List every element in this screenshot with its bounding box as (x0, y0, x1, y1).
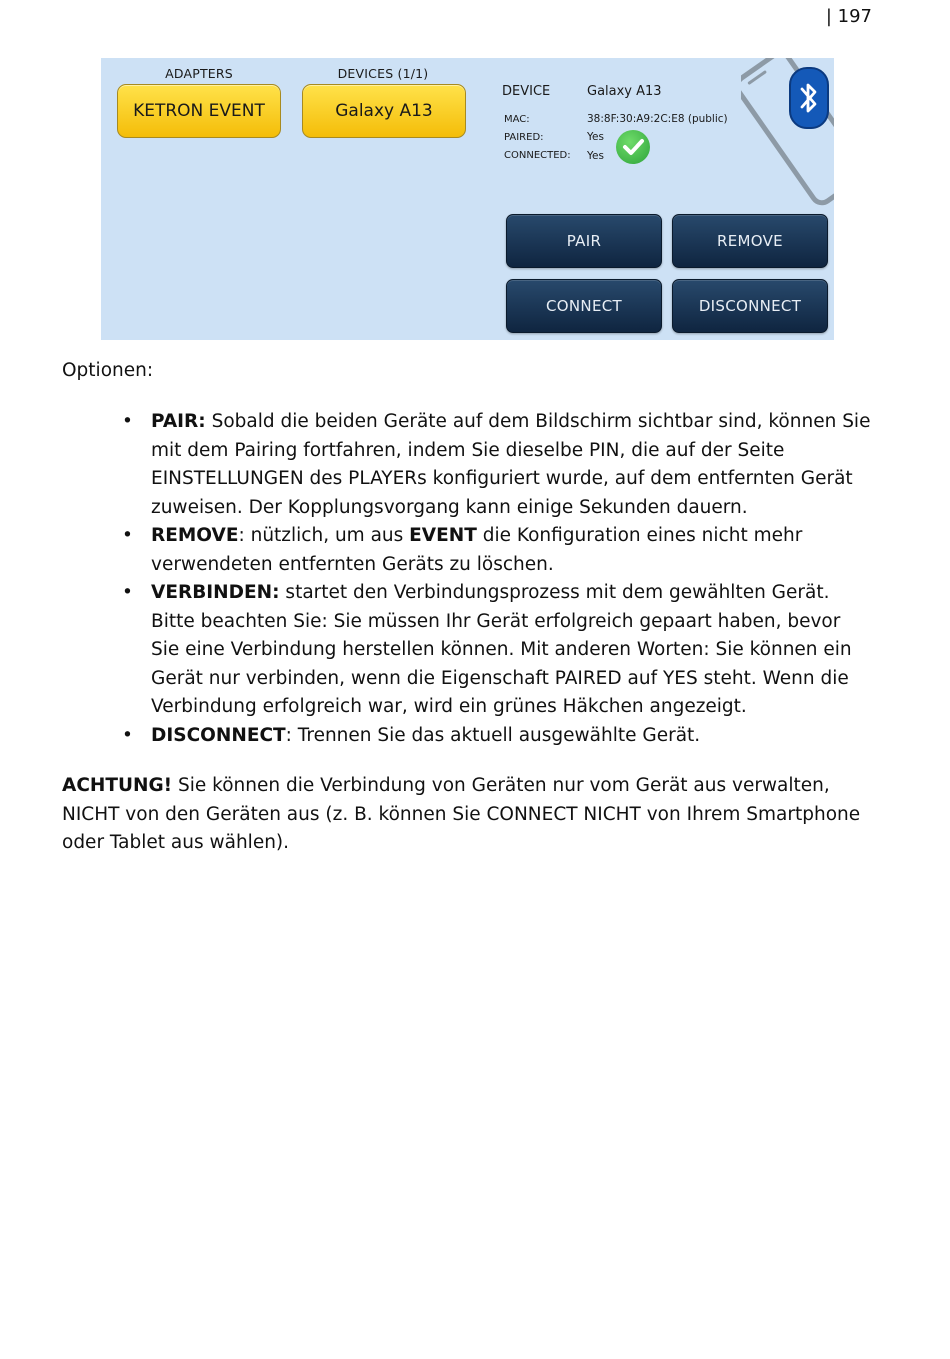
devices-label: DEVICES (1/1) (337, 66, 429, 81)
checkmark-icon (616, 130, 650, 164)
bullet-dot: • (122, 525, 133, 546)
bullet-text: : nützlich, um aus (238, 525, 410, 546)
adapter-button[interactable]: KETRON EVENT (117, 84, 281, 138)
bullet-text: Sobald die beiden Geräte auf dem Bildschirm sichtbar sind, können Sie mit dem Pairing fortfahren, indem Sie dieselbe PIN, die auf der Seite EINSTELLUNGEN des PLAYERs konfiguriert wurde, auf dem entfernten Gerät zuweisen. Der Kopplungsvorgang kann einige Sekunden dauern. (151, 411, 871, 518)
bullet-keyword: PAIR: (151, 411, 206, 432)
list-item (62, 522, 872, 579)
bullet-text: : Trennen Sie das aktuell ausgewählte Gerät. (285, 724, 701, 746)
options-title: Optionen: (62, 360, 154, 381)
bullet-dot: • (122, 582, 133, 603)
bullet-text: startet den Verbindungsprozess mit dem gewählten Gerät. Bitte beachten Sie: Sie müssen Ihr Gerät erfolgreich gepaart haben, bevor Sie eine Verbindung herstellen können. Mit anderen Worten: Sie können ein Gerät nur verbinden, wenn die Eigenschaft PAIRED auf YES steht. Wenn die Verbindung erfolgreich war, wird ein grünes Häkchen angezeigt. (151, 582, 852, 717)
warning-paragraph (62, 772, 872, 858)
device-button[interactable]: Galaxy A13 (302, 84, 466, 138)
bullet-keyword: REMOVE (151, 525, 239, 546)
connected-label: CONNECTED: (504, 150, 571, 161)
disconnect-button[interactable]: DISCONNECT (672, 279, 828, 333)
list-item (62, 579, 872, 722)
bullet-dot: • (122, 724, 133, 746)
bluetooth-icon (789, 67, 829, 129)
paired-label: PAIRED: (504, 132, 544, 143)
remove-button[interactable]: REMOVE (672, 214, 828, 268)
mac-label: MAC: (504, 114, 530, 125)
adapters-label: ADAPTERS (165, 66, 233, 81)
paired-value: Yes (587, 131, 604, 143)
list-item (62, 408, 872, 522)
options-list (62, 408, 872, 750)
warning-keyword: ACHTUNG! (62, 775, 173, 796)
bullet-keyword-event: EVENT (409, 525, 477, 546)
bluetooth-screenshot (101, 58, 834, 340)
device-name: Galaxy A13 (587, 84, 662, 99)
bullet-keyword: VERBINDEN: (151, 582, 280, 603)
bullet-dot: • (122, 411, 133, 432)
connect-button[interactable]: CONNECT (506, 279, 662, 333)
bullet-keyword: DISCONNECT (151, 724, 286, 746)
page-number: | 197 (825, 6, 872, 27)
list-item (62, 722, 872, 751)
connected-value: Yes (587, 150, 604, 162)
mac-value: 38:8F:30:A9:2C:E8 (public) (587, 113, 728, 125)
device-key: DEVICE (502, 84, 551, 99)
bullet-text: die Konfiguration eines nicht mehr verwendeten entfernten Geräts zu löschen. (151, 525, 803, 575)
pair-button[interactable]: PAIR (506, 214, 662, 268)
warning-text: Sie können die Verbindung von Geräten nur vom Gerät aus verwalten, NICHT von den Geräten aus (z. B. können Sie CONNECT NICHT von Ihrem Smartphone oder Tablet aus wählen). (62, 775, 861, 853)
